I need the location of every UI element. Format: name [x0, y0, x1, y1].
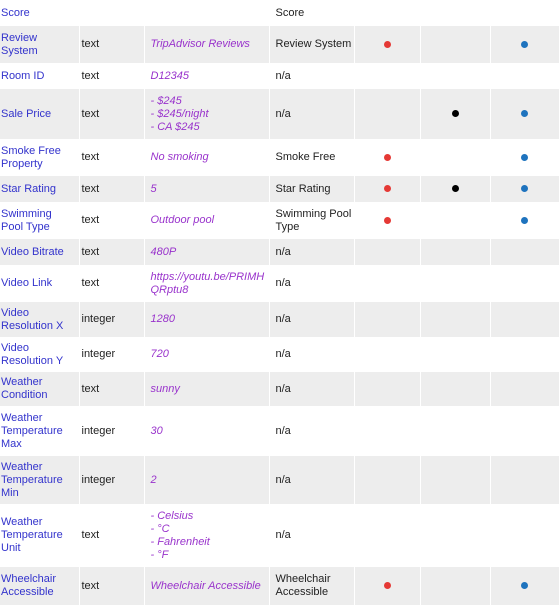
table-row — [0, 337, 559, 372]
support-cell-b — [420, 0, 490, 26]
attribute-example — [144, 202, 269, 239]
table-row — [0, 406, 559, 456]
support-cell-a — [354, 406, 420, 456]
attribute-example — [144, 406, 269, 456]
example-line: - $245/night — [150, 107, 209, 120]
example-line: - $245 — [150, 94, 182, 107]
blue-dot-icon — [521, 185, 528, 192]
attribute-type: integer — [79, 456, 144, 504]
attribute-type: integer — [79, 406, 144, 456]
support-cell-b — [420, 302, 490, 337]
example-line: TripAdvisor Reviews — [150, 38, 250, 50]
support-cell-c — [490, 265, 559, 302]
attribute-example — [144, 26, 269, 63]
attribute-name-link[interactable]: Weather Temperature Max — [0, 406, 79, 456]
attribute-type: text — [79, 372, 144, 406]
attribute-example — [144, 0, 269, 26]
table-row — [0, 302, 559, 337]
attribute-name-link[interactable]: Weather Temperature Min — [0, 456, 79, 504]
table-row — [0, 63, 559, 89]
attribute-example — [144, 176, 269, 202]
attribute-name-link[interactable]: Star Rating — [0, 176, 79, 202]
example-line: - °F — [150, 548, 169, 561]
red-dot-icon — [384, 154, 391, 161]
attribute-example — [144, 239, 269, 265]
blue-dot-icon — [521, 41, 528, 48]
attribute-name-link[interactable]: Wheelchair Accessible — [0, 567, 79, 605]
support-cell-a — [354, 567, 420, 605]
support-cell-a — [354, 139, 420, 176]
example-line: 720 — [150, 348, 169, 360]
attribute-type: text — [79, 139, 144, 176]
attribute-type: text — [79, 89, 144, 139]
support-cell-c — [490, 372, 559, 406]
attribute-type: text — [79, 504, 144, 567]
support-cell-c — [490, 26, 559, 63]
attribute-example — [144, 567, 269, 605]
red-dot-icon — [384, 41, 391, 48]
attribute-type: text — [79, 176, 144, 202]
support-cell-a — [354, 504, 420, 567]
attribute-name-link[interactable]: Room ID — [0, 63, 79, 89]
attribute-example — [144, 302, 269, 337]
example-line: Wheelchair Accessible — [150, 579, 261, 592]
attribute-example — [144, 372, 269, 406]
attribute-name-link[interactable]: Score — [0, 0, 79, 26]
table-row — [0, 239, 559, 265]
attribute-example — [144, 456, 269, 504]
table-row — [0, 265, 559, 302]
table-row — [0, 89, 559, 139]
support-cell-a — [354, 372, 420, 406]
attribute-example — [144, 265, 269, 302]
attribute-type: text — [79, 567, 144, 605]
blue-dot-icon — [521, 110, 528, 117]
table-row — [0, 567, 559, 605]
black-dot-icon — [452, 185, 459, 192]
table-row — [0, 202, 559, 239]
mapped-attribute: Star Rating — [269, 176, 354, 202]
mapped-attribute: Swimming Pool Type — [269, 202, 354, 239]
support-cell-b — [420, 26, 490, 63]
support-cell-b — [420, 406, 490, 456]
mapped-attribute: n/a — [269, 63, 354, 89]
mapped-attribute: n/a — [269, 372, 354, 406]
example-line: 5 — [150, 182, 157, 195]
support-cell-c — [490, 302, 559, 337]
example-line: - Celsius — [150, 509, 194, 522]
attribute-name-link[interactable]: Video Link — [0, 265, 79, 302]
support-cell-a — [354, 456, 420, 504]
table-row — [0, 0, 559, 26]
support-cell-c — [490, 337, 559, 372]
support-cell-b — [420, 89, 490, 139]
example-line: No smoking — [150, 151, 209, 163]
support-cell-c — [490, 567, 559, 605]
mapped-attribute: Wheelchair Accessible — [269, 567, 354, 605]
mapped-attribute: n/a — [269, 239, 354, 265]
attribute-type: text — [79, 63, 144, 89]
mapped-attribute: n/a — [269, 504, 354, 567]
example-line: sunny — [150, 382, 180, 395]
support-cell-c — [490, 504, 559, 567]
support-cell-a — [354, 63, 420, 89]
attribute-type — [79, 0, 144, 26]
attribute-type: text — [79, 26, 144, 63]
mapped-attribute: n/a — [269, 265, 354, 302]
example-line: 1280 — [150, 313, 175, 325]
red-dot-icon — [384, 185, 391, 192]
attribute-name-link[interactable]: Weather Condition — [0, 372, 79, 406]
support-cell-c — [490, 89, 559, 139]
blue-dot-icon — [521, 154, 528, 161]
support-cell-a — [354, 26, 420, 63]
mapped-attribute: Review System — [269, 26, 354, 63]
attribute-example — [144, 89, 269, 139]
example-line: D12345 — [150, 69, 190, 82]
attribute-example — [144, 139, 269, 176]
table-row — [0, 176, 559, 202]
support-cell-b — [420, 456, 490, 504]
support-cell-b — [420, 63, 490, 89]
example-line: 480P — [150, 245, 177, 258]
table-row — [0, 26, 559, 63]
mapped-attribute: n/a — [269, 456, 354, 504]
mapped-attribute: n/a — [269, 406, 354, 456]
attribute-name-link[interactable]: Smoke Free Property — [0, 139, 79, 176]
support-cell-a — [354, 337, 420, 372]
attribute-type: text — [79, 265, 144, 302]
table-row — [0, 504, 559, 567]
example-line: 30 — [150, 424, 163, 437]
attribute-name-link[interactable]: Video Resolution X — [0, 302, 79, 337]
support-cell-b — [420, 202, 490, 239]
mapped-attribute: Smoke Free — [269, 139, 354, 176]
support-cell-c — [490, 176, 559, 202]
attribute-type: text — [79, 239, 144, 265]
table-row — [0, 456, 559, 504]
support-cell-c — [490, 202, 559, 239]
attribute-example — [144, 63, 269, 89]
example-line: - Fahrenheit — [150, 535, 210, 548]
mapped-attribute: Score — [269, 0, 354, 26]
support-cell-c — [490, 456, 559, 504]
support-cell-b — [420, 239, 490, 265]
support-cell-c — [490, 0, 559, 26]
attribute-name-link[interactable]: Sale Price — [0, 89, 79, 139]
mapped-attribute: n/a — [269, 89, 354, 139]
support-cell-b — [420, 265, 490, 302]
red-dot-icon — [384, 217, 391, 224]
support-cell-b — [420, 567, 490, 605]
mapped-attribute: n/a — [269, 302, 354, 337]
support-cell-a — [354, 265, 420, 302]
support-cell-b — [420, 504, 490, 567]
example-line: - CA $245 — [150, 120, 200, 133]
attribute-type: integer — [79, 337, 144, 372]
table-row — [0, 139, 559, 176]
attribute-name-link[interactable]: Weather Temperature Unit — [0, 504, 79, 567]
blue-dot-icon — [521, 217, 528, 224]
support-cell-b — [420, 176, 490, 202]
red-dot-icon — [384, 582, 391, 589]
example-line: https://youtu.be/PRIMHQRptu8 — [150, 270, 265, 296]
support-cell-c — [490, 63, 559, 89]
attribute-name-link[interactable]: Swimming Pool Type — [0, 202, 79, 239]
table-row — [0, 372, 559, 406]
support-cell-a — [354, 0, 420, 26]
black-dot-icon — [452, 110, 459, 117]
support-cell-c — [490, 406, 559, 456]
attribute-name-link[interactable]: Video Resolution Y — [0, 337, 79, 372]
support-cell-b — [420, 337, 490, 372]
support-cell-c — [490, 239, 559, 265]
attribute-name-link[interactable]: Review System — [0, 26, 79, 63]
support-cell-c — [490, 139, 559, 176]
example-line: - °C — [150, 522, 170, 535]
support-cell-a — [354, 176, 420, 202]
attribute-name-link[interactable]: Video Bitrate — [0, 239, 79, 265]
mapped-attribute: n/a — [269, 337, 354, 372]
example-line: Outdoor pool — [150, 214, 215, 226]
support-cell-a — [354, 202, 420, 239]
support-cell-b — [420, 372, 490, 406]
attribute-example — [144, 337, 269, 372]
attribute-type: integer — [79, 302, 144, 337]
support-cell-a — [354, 302, 420, 337]
attribute-type: text — [79, 202, 144, 239]
example-line: 2 — [150, 473, 157, 486]
blue-dot-icon — [521, 582, 528, 589]
support-cell-b — [420, 139, 490, 176]
attribute-example — [144, 504, 269, 567]
support-cell-a — [354, 89, 420, 139]
support-cell-a — [354, 239, 420, 265]
